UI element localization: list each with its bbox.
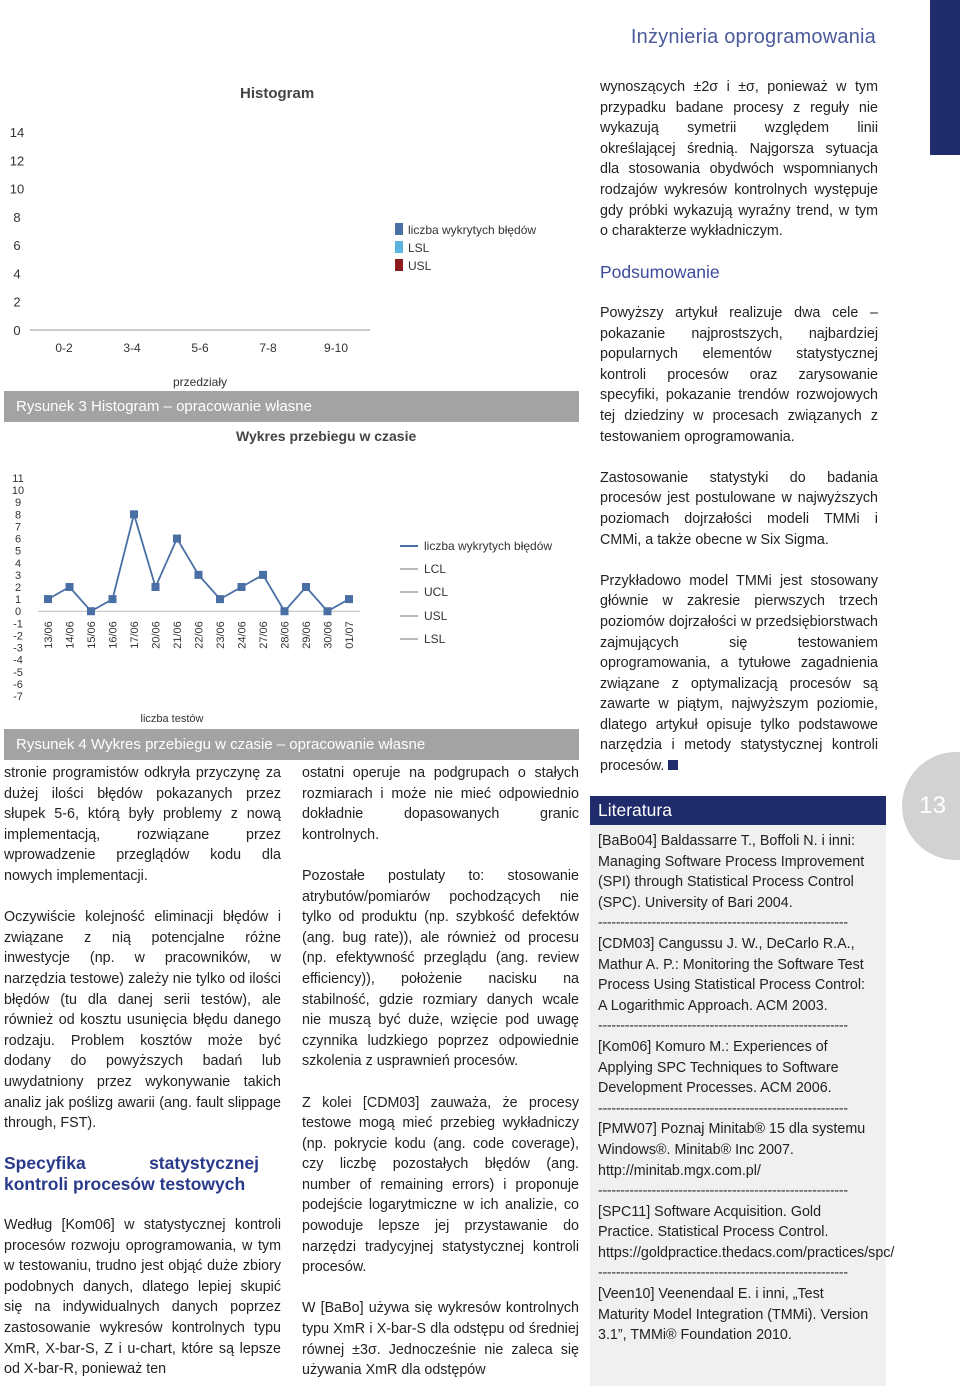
literature-entry: [SPC11] Software Acquisition. Gold Practice. Statistical Process Control. https://goldpractice.thedacs.com/practices/spc/ xyxy=(598,1203,895,1261)
middle-paragraph: Pozostałe postulaty to: stosowanie atrybutów/pomiarów pochodzących nie tylko od produktu (np. szybkość defektów (ang. bug rate)), ale również od procesu (np. efektywność przeglądu (ang. review efficiency)), położenie nacisku na stabilność, gdzie rozmiary danych wcale nie muszą być duże, wzięcie pod uwagę czynnika ludzkiego poprzez odpowiednie szkolenia z usprawnień procesów. xyxy=(302,867,579,1070)
literature-separator: -------------------------------------------------------- xyxy=(598,1018,848,1035)
legend-label: USL xyxy=(424,609,448,623)
x-tick-label: 9-10 xyxy=(323,341,349,355)
page-number: 13 xyxy=(919,792,946,819)
summary-heading: Podsumowanie xyxy=(600,262,720,282)
middle-paragraph: Z kolei [CDM03] zauważa, że procesy testowe mogą mieć przebieg wykładniczy (np. pokrycie kodu (ang. code coverage), czy liczbę pozostałych błędów (ang. number of remaining errors) i proponuje podejście logarytmiczne w ich analizie, co powoduje lepsze jej przystawanie do narzędzi tradycyjnej statystycznej kontroli procesów. xyxy=(302,1094,579,1276)
legend-label: liczba wykrytych błędów xyxy=(424,539,553,553)
right-column xyxy=(600,303,878,797)
y-tick-label: 12 xyxy=(9,153,25,169)
literature-entry: [CDM03] Cangussu J. W., DeCarlo R.A., Mathur A. P.: Monitoring the Software Test Process Using Statistical Process Control: A Logarithmic Approach. ACM 2003. xyxy=(598,935,865,1014)
y-tick-label: -5 xyxy=(13,666,23,679)
x-tick-label: 17/06 xyxy=(129,621,141,649)
literature-entry: [BaBo04] Baldassarre T., Boffoli N. i inni: Managing Software Process Improvement (SPI) through Statistical Process Control (SPC). University of Bari 2004. xyxy=(598,833,865,911)
corner-decoration xyxy=(930,0,960,155)
y-tick-label: -2 xyxy=(13,630,23,643)
legend-label: UCL xyxy=(424,585,449,599)
left-paragraph: Oczywiście kolejność eliminacji błędów i związane z nią potencjalne różne inwestycje (np. w pracowników, w narzędzia testowe) zależy nie tylko od ilości błędów (tu dla danej serii testów), ale również od kosztu usunięcia błędu danego rodzaju. Problem kosztów może być dodany do powyższych badań lub uwydatniony przez wykonywanie takich analiz jak poślizg awarii (ang. fault slippage through, FST). xyxy=(4,909,281,1132)
x-tick-label: 14/06 xyxy=(64,621,77,649)
middle-paragraph: W [BaBo] używa się wykresów kontrolnych typu XmR i X-bar-S dla odstępu od średniej równej ±3σ. Jednocześnie nie zaleca się używania XmR dla odstępów xyxy=(302,1300,579,1379)
data-point xyxy=(87,607,95,615)
run-chart xyxy=(0,470,580,728)
middle-column xyxy=(302,763,579,1390)
literature-separator: -------------------------------------------------------- xyxy=(598,915,848,932)
x-tick-label: 21/06 xyxy=(172,621,184,649)
y-tick-label: 6 xyxy=(14,533,22,546)
x-tick-label: 23/06 xyxy=(215,621,227,649)
y-tick-label: -6 xyxy=(13,678,23,691)
legend-label: LSL xyxy=(424,632,446,646)
y-tick-label: 0 xyxy=(14,606,22,619)
x-tick-label: 0-2 xyxy=(55,341,73,355)
literature-separator: -------------------------------------------------------- xyxy=(598,1183,848,1200)
y-tick-label: 5 xyxy=(14,545,22,558)
data-point xyxy=(109,595,117,603)
y-tick-label: -7 xyxy=(13,691,23,703)
x-tick-label: 13/06 xyxy=(43,621,55,649)
data-point xyxy=(324,607,332,615)
data-point xyxy=(66,583,74,591)
y-tick-label: 9 xyxy=(14,497,22,510)
data-point xyxy=(216,595,224,603)
figure4-chart-title: Wykres przebiegu w czasie xyxy=(236,428,417,444)
y-tick-label: -1 xyxy=(13,618,23,631)
y-tick-label: 1 xyxy=(14,594,22,607)
y-tick-label: 4 xyxy=(14,557,22,570)
x-tick-label: 15/06 xyxy=(86,621,98,649)
run-chart-figure xyxy=(0,470,580,728)
left-column-continued xyxy=(4,1215,281,1390)
legend-swatch xyxy=(395,259,403,271)
data-point xyxy=(281,607,289,615)
right-column-intro xyxy=(600,77,878,262)
literature-separator: -------------------------------------------------------- xyxy=(598,1100,848,1117)
y-tick-label: -3 xyxy=(13,642,23,655)
y-tick-label: 6 xyxy=(13,238,21,254)
x-tick-label: 29/06 xyxy=(301,621,313,649)
end-of-article-mark xyxy=(668,760,678,770)
literature-entry: [PMW07] Poznaj Minitab® 15 dla systemu Windows®. Minitab® Inc 2007. http://minitab.mgx.com.pl/ xyxy=(598,1121,866,1179)
data-point xyxy=(195,571,203,579)
literature-separator: -------------------------------------------------------- xyxy=(598,1265,848,1282)
x-tick-label: 5-6 xyxy=(191,341,209,355)
literature-box xyxy=(590,796,895,1386)
chart-title: Histogram xyxy=(240,85,315,102)
y-tick-label: -4 xyxy=(13,654,23,667)
legend-label: LCL xyxy=(424,562,447,576)
x-axis-label: liczba testów xyxy=(140,713,204,725)
data-point xyxy=(152,583,160,591)
y-tick-label: 10 xyxy=(9,181,25,197)
y-tick-label: 14 xyxy=(9,125,25,140)
right-paragraph: Zastosowanie statystyki do badania procesów jest postulowane w najwyższych poziomach dojrzałości modeli TMMi i CMMi, a także obecne w Six Sigma. xyxy=(600,469,878,548)
series-line xyxy=(48,514,349,611)
data-point xyxy=(259,571,267,579)
x-tick-label: 24/06 xyxy=(236,621,249,649)
x-tick-label: 16/06 xyxy=(107,621,120,649)
middle-paragraph: ostatni operuje na podgrupach o stałych rozmiarach i może nie mieć odpowiednio dokładnie dopasowanych granic kontrolnych. xyxy=(302,765,579,843)
figure4-caption: Rysunek 4 Wykres przebiegu w czasie – opracowanie własne xyxy=(4,729,579,760)
right-paragraph xyxy=(600,571,878,777)
histogram-figure xyxy=(0,72,580,390)
right-paragraph: Powyższy artykuł realizuje dwa cele – pokazanie najprostszych, najbardziej popularnych elementów statystycznej kontroli procesów oraz zarysowanie specyfiki, pokazanie trendów rozwojowych tej dziedziny w procesach związanych z testowaniem oprogramowania. xyxy=(600,305,878,445)
data-point xyxy=(345,595,353,603)
legend-swatch xyxy=(395,223,403,235)
x-tick-label: 30/06 xyxy=(322,621,335,649)
left-paragraph: stronie programistów odkryła przyczynę za dużej ilości błędów pokazanych przez słupek 5-6, którą były problemy z nową implementacją, rozwiązane przez wprowadzenie przeglądów kodu dla nowych implementacji. xyxy=(4,765,281,884)
y-tick-label: 8 xyxy=(14,509,22,522)
section-heading: Specyfika statystycznej kontroli procesów testowych xyxy=(4,1153,259,1194)
data-point xyxy=(44,595,52,603)
y-tick-label: 11 xyxy=(12,473,24,485)
legend-label: USL xyxy=(408,259,432,273)
left-paragraph: Według [Kom06] w statystycznej kontroli procesów rozwoju oprogramowania, w tym w testowaniu, trudno jest objąć duże zbiory podobnych danych, dlatego lepiej skupić się na indywidualnych danych poprzez zastosowanie wykresów kontrolnych typu XmR, X-bar-S, Z i u-chart, które są lepsze od X-bar-R, ponieważ ten xyxy=(4,1217,281,1378)
figure3-caption: Rysunek 3 Histogram – opracowanie własne xyxy=(4,391,579,422)
y-tick-label: 2 xyxy=(14,582,22,594)
literature-heading: Literatura xyxy=(590,796,886,825)
data-point xyxy=(302,583,310,591)
running-header: Inżynieria oprogramowania xyxy=(630,26,876,48)
data-point xyxy=(130,510,138,518)
y-tick-label: 0 xyxy=(13,323,21,338)
x-tick-label: 01/07 xyxy=(344,621,356,649)
right-paragraph-text: Przykładowo model TMMi jest stosowany głównie w zakresie pierwszych trzech poziomów dojrzałości w przedsiębiorstwach zajmujących się testowaniem oprogramowania, a tytułowe zagadnienia związane z optymalizacją procesów są zawarte w piątym, najwyższym poziomie, dlatego artykuł opisuje tylko podstawowe narzędzia i metody statystycznej kontroli procesów. xyxy=(600,572,878,775)
legend-label: liczba wykrytych błędów xyxy=(408,223,537,237)
y-tick-label: 10 xyxy=(11,485,25,498)
literature-list xyxy=(590,825,895,1346)
x-tick-label: 28/06 xyxy=(279,621,292,649)
x-tick-label: 3-4 xyxy=(123,341,141,355)
x-axis-label: przedziały xyxy=(172,375,228,389)
x-tick-label: 7-8 xyxy=(259,341,277,355)
y-tick-label: 7 xyxy=(14,521,22,534)
y-tick-label: 4 xyxy=(13,266,21,282)
x-tick-label: 22/06 xyxy=(193,621,206,649)
literature-entry: [Kom06] Komuro M.: Experiences of Applying SPC Techniques to Software Development Processes. ACM 2006. xyxy=(598,1038,839,1097)
y-tick-label: 8 xyxy=(13,209,21,225)
right-paragraph: wynoszących ±2σ i ±σ, ponieważ w tym przypadku badane procesy z reguły nie wykazują symetrii względem linii określającej średnią. Najgorsza sytuacja dla stosowania obydwóch wspomnianych rodzajów wykresów kontrolnych występuje gdy próbki wykazują wyraźny trend, w tym o charakterze wykładniczym. xyxy=(600,79,878,240)
histogram-chart xyxy=(0,72,580,390)
literature-entry: [Veen10] Veenendaal E. i inni, „Test Maturity Model Integration (TMMi). Version 3.1”, TMMi® Foundation 2010. xyxy=(598,1286,869,1344)
left-column xyxy=(4,763,281,1154)
legend-label: LSL xyxy=(408,241,430,255)
data-point xyxy=(173,535,181,543)
y-tick-label: 2 xyxy=(13,294,21,310)
x-tick-label: 20/06 xyxy=(150,621,163,649)
y-tick-label: 3 xyxy=(14,569,22,582)
x-tick-label: 27/06 xyxy=(258,621,270,649)
data-point xyxy=(238,583,246,591)
legend-swatch xyxy=(395,241,403,253)
